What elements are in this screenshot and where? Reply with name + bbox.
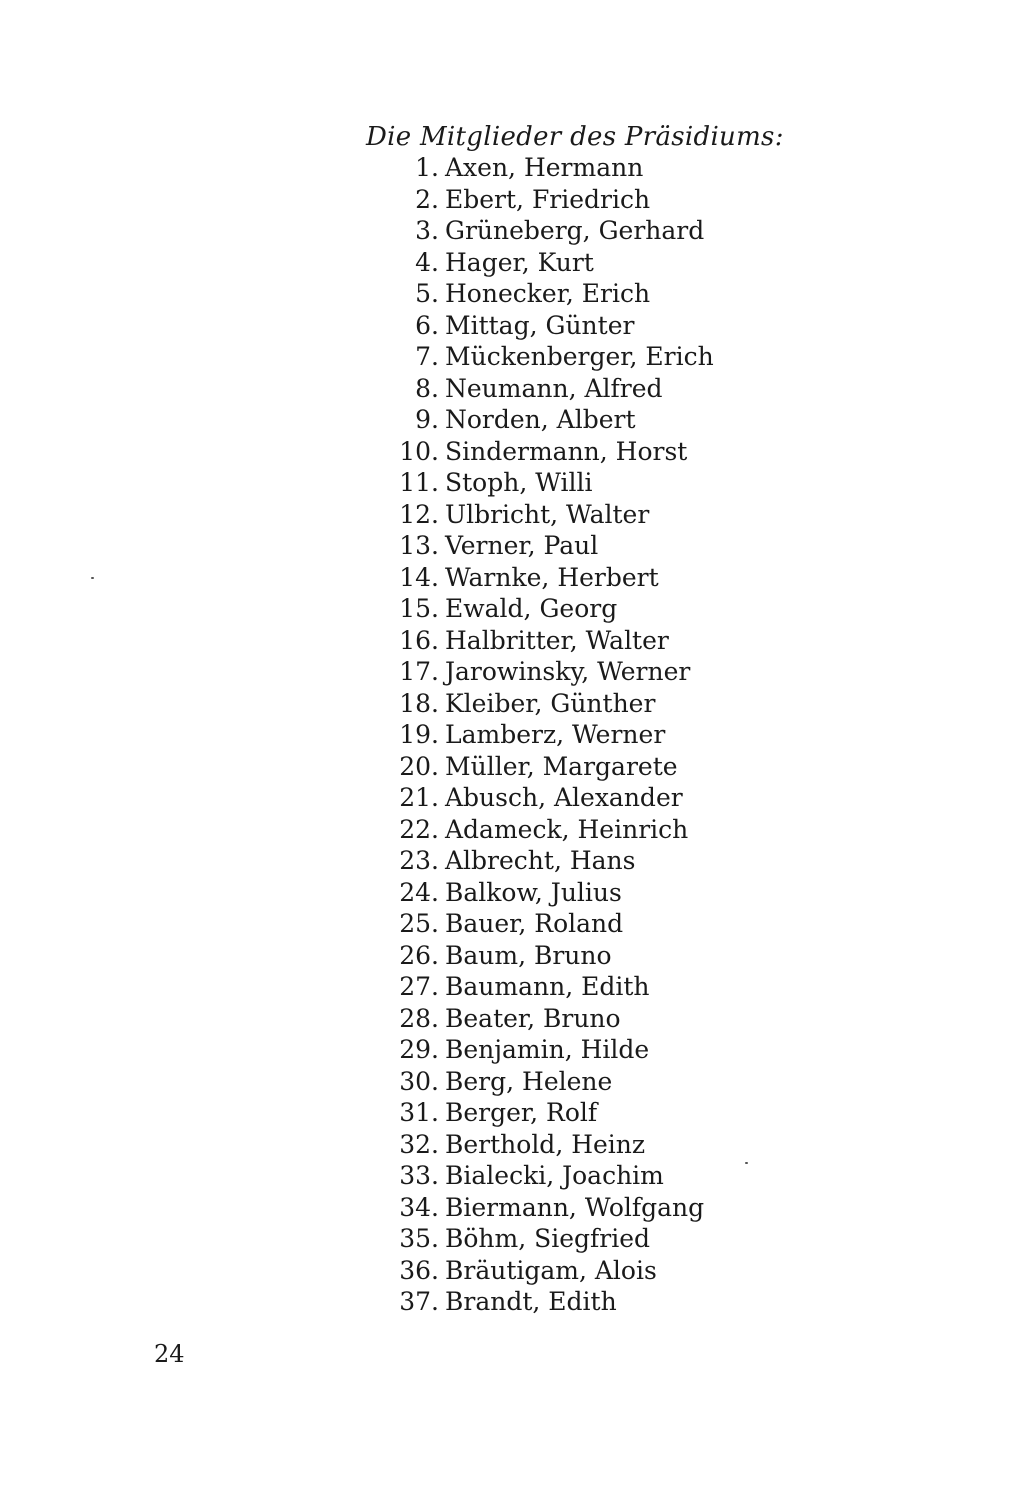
item-number: 9.	[415, 405, 439, 434]
list-heading: Die Mitglieder des Präsidiums:	[366, 122, 784, 152]
list-item	[0, 215, 714, 247]
member-name: Balkow, Julius	[445, 877, 622, 907]
item-number: 22.	[399, 814, 439, 844]
item-number: 7.	[415, 342, 439, 371]
list-item	[0, 1003, 714, 1035]
member-name: Hager, Kurt	[445, 247, 594, 277]
list-item	[0, 562, 714, 594]
item-number: 37.	[399, 1287, 439, 1316]
list-item	[0, 593, 714, 625]
list-item	[0, 971, 714, 1003]
member-name: Neumann, Alfred	[445, 373, 663, 403]
member-name: Stoph, Willi	[445, 468, 593, 497]
list-item	[0, 1066, 714, 1098]
member-name: Mückenberger, Erich	[445, 342, 714, 371]
item-number: 31.	[399, 1098, 439, 1127]
item-number: 19.	[399, 720, 439, 749]
item-number: 17.	[399, 657, 439, 686]
list-item	[0, 1286, 714, 1318]
member-name: Axen, Hermann	[445, 153, 644, 182]
list-item	[0, 845, 714, 877]
item-number: 20.	[399, 751, 439, 781]
member-name: Abusch, Alexander	[445, 783, 683, 812]
item-number: 29.	[399, 1035, 439, 1064]
member-name: Norden, Albert	[445, 405, 636, 434]
item-number: 10.	[399, 436, 439, 466]
member-name: Baumann, Edith	[445, 972, 650, 1001]
item-number: 23.	[399, 846, 439, 875]
item-number: 21.	[399, 783, 439, 812]
item-number: 16.	[399, 625, 439, 655]
list-item	[0, 404, 714, 436]
list-item	[0, 278, 714, 310]
list-item	[0, 940, 714, 972]
item-number: 18.	[399, 688, 439, 718]
member-name: Benjamin, Hilde	[445, 1035, 650, 1064]
list-item	[0, 1160, 714, 1192]
list-item	[0, 152, 714, 184]
member-name: Böhm, Siegfried	[445, 1224, 651, 1253]
list-item	[0, 373, 714, 405]
item-number: 8.	[415, 373, 439, 403]
member-name: Mittag, Günter	[445, 310, 635, 340]
item-number: 13.	[399, 531, 439, 560]
item-number: 24.	[399, 877, 439, 907]
list-item	[0, 310, 714, 342]
item-number: 35.	[399, 1224, 439, 1253]
item-number: 28.	[399, 1003, 439, 1033]
list-item	[0, 908, 714, 940]
member-name: Brandt, Edith	[445, 1287, 617, 1316]
list-item	[0, 184, 714, 216]
print-speck	[91, 577, 94, 579]
list-item	[0, 1255, 714, 1287]
list-item	[0, 656, 714, 688]
list-item	[0, 467, 714, 499]
member-name: Müller, Margarete	[445, 751, 678, 781]
item-number: 2.	[415, 184, 439, 214]
list-item	[0, 625, 714, 657]
member-name: Berger, Rolf	[445, 1098, 598, 1127]
member-name: Bauer, Roland	[445, 909, 624, 938]
item-number: 34.	[399, 1192, 439, 1222]
item-number: 27.	[399, 972, 439, 1001]
member-name: Adameck, Heinrich	[445, 814, 689, 844]
item-number: 12.	[399, 499, 439, 529]
list-item	[0, 1097, 714, 1129]
list-item	[0, 1223, 714, 1255]
member-name: Bialecki, Joachim	[445, 1161, 664, 1190]
item-number: 36.	[399, 1255, 439, 1285]
member-name: Ewald, Georg	[445, 594, 618, 623]
item-number: 11.	[399, 468, 439, 497]
member-name: Honecker, Erich	[445, 279, 651, 308]
list-item	[0, 751, 714, 783]
item-number: 15.	[399, 594, 439, 623]
member-name: Sindermann, Horst	[445, 436, 688, 466]
item-number: 33.	[399, 1161, 439, 1190]
item-number: 6.	[415, 310, 439, 340]
member-list	[0, 152, 714, 1318]
member-name: Baum, Bruno	[445, 940, 612, 970]
list-item	[0, 782, 714, 814]
member-name: Ebert, Friedrich	[445, 184, 651, 214]
item-number: 3.	[415, 216, 439, 245]
item-number: 5.	[415, 279, 439, 308]
member-name: Jarowinsky, Werner	[445, 657, 691, 686]
list-item	[0, 530, 714, 562]
list-item	[0, 436, 714, 468]
item-number: 4.	[415, 247, 439, 277]
list-item	[0, 877, 714, 909]
member-name: Kleiber, Günther	[445, 688, 656, 718]
list-item	[0, 499, 714, 531]
member-name: Beater, Bruno	[445, 1003, 621, 1033]
member-name: Warnke, Herbert	[445, 562, 659, 592]
item-number: 32.	[399, 1129, 439, 1159]
list-item	[0, 1034, 714, 1066]
item-number: 1.	[415, 153, 439, 182]
list-item	[0, 688, 714, 720]
list-item	[0, 341, 714, 373]
member-name: Ulbricht, Walter	[445, 499, 650, 529]
item-number: 26.	[399, 940, 439, 970]
item-number: 25.	[399, 909, 439, 938]
member-name: Berg, Helene	[445, 1066, 613, 1096]
member-name: Bräutigam, Alois	[445, 1255, 657, 1285]
member-name: Berthold, Heinz	[445, 1129, 646, 1159]
member-name: Grüneberg, Gerhard	[445, 216, 705, 245]
member-name: Albrecht, Hans	[445, 846, 636, 875]
list-item	[0, 1192, 714, 1224]
member-name: Lamberz, Werner	[445, 720, 666, 749]
list-item	[0, 814, 714, 846]
list-item	[0, 247, 714, 279]
member-name: Halbritter, Walter	[445, 625, 669, 655]
item-number: 14.	[399, 562, 439, 592]
print-speck	[745, 1162, 748, 1164]
list-item	[0, 1129, 714, 1161]
member-name: Biermann, Wolfgang	[445, 1192, 705, 1222]
item-number: 30.	[399, 1066, 439, 1096]
page-number: 24	[154, 1340, 185, 1368]
member-name: Verner, Paul	[445, 531, 599, 560]
list-item	[0, 719, 714, 751]
